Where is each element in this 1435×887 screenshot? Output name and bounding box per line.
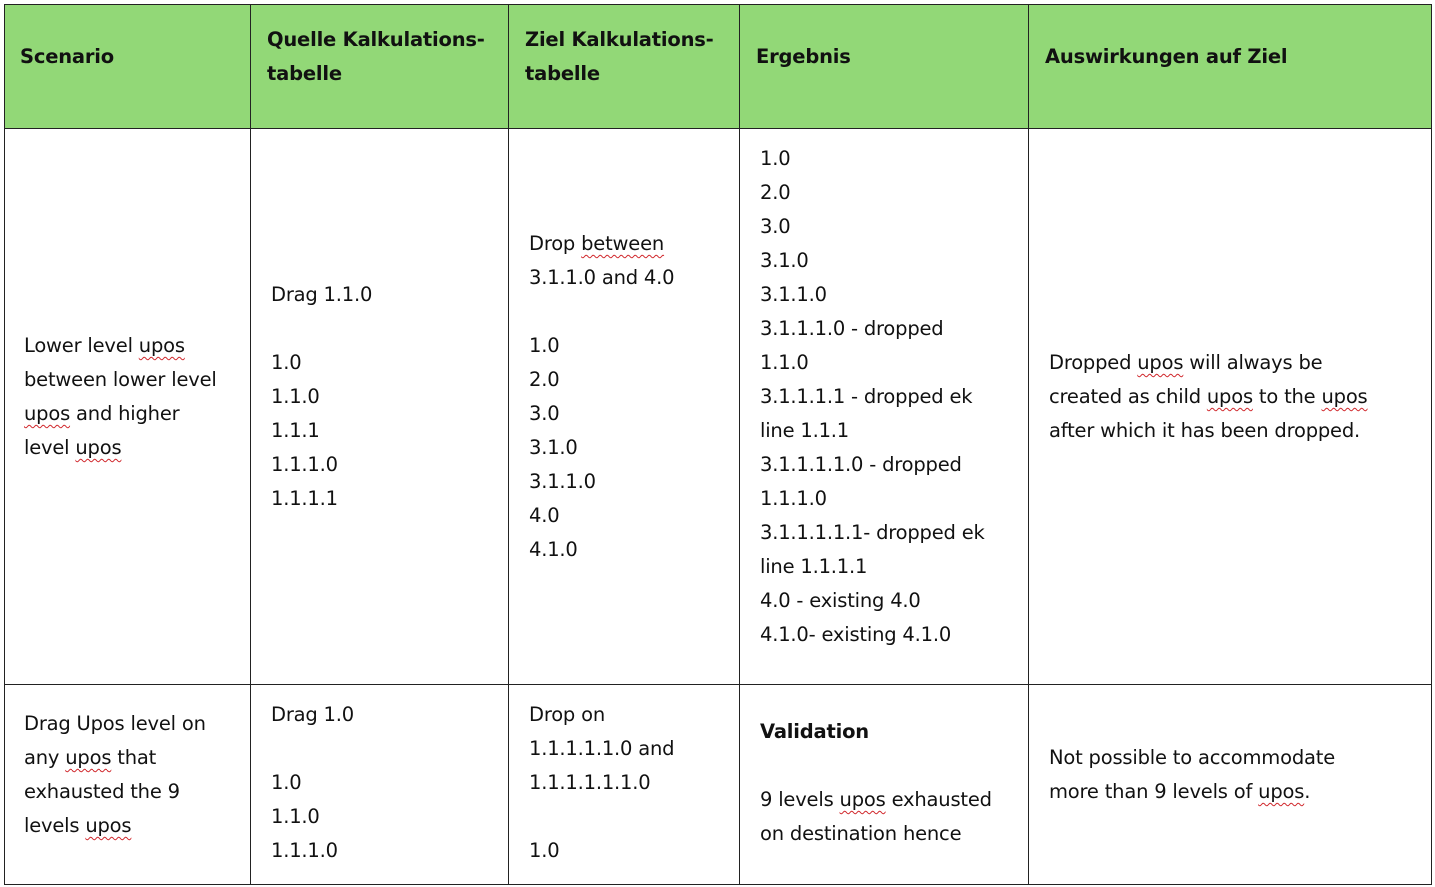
cell-line: 1.0 [529,839,560,862]
cell-line: 3.1.1.0 [529,470,596,493]
cell-line [529,295,674,329]
cell-line: 1.1.1.0 [271,453,338,476]
cell-line: Drop on [529,703,606,726]
cell-line [760,749,992,783]
cell-line: Not possible to accommodate [1049,746,1335,769]
cell-line: 1.0 [760,147,791,170]
cell-line: Dropped upos will always be [1049,351,1323,374]
cell-line: between lower level [24,368,217,391]
impact-cell [1049,741,1335,809]
column-divider [508,4,509,885]
header-ergebnis [756,40,851,74]
spellcheck-word: upos [75,436,122,459]
cell-line: line 1.1.1.1 [760,555,868,578]
cell-line: 3.1.1.1.1.0 - dropped [760,453,962,476]
cell-line: 1.1.1.0 [271,839,338,862]
cell-line: line 1.1.1 [760,419,850,442]
table-border-left [4,4,5,885]
cell-line: upos and higher [24,402,180,425]
result-cell [760,142,985,652]
row-divider [4,684,1432,685]
spellcheck-word: upos [24,402,71,425]
cell-line: 1.1.1 [271,419,320,442]
cell-line: 1.0 [271,351,302,374]
cell-line: 1.0 [529,334,560,357]
cell-line: Drag 1.0 [271,703,354,726]
column-divider [250,4,251,885]
cell-line: 4.1.0- existing 4.1.0 [760,623,952,646]
cell-line: 3.1.1.0 and 4.0 [529,266,675,289]
table-border-bottom [4,884,1432,885]
header-ziel [525,23,714,91]
spellcheck-word: upos [138,334,185,357]
column-divider [739,4,740,885]
cell-line: 3.1.1.1.0 - dropped [760,317,944,340]
cell-line: 3.1.1.1.1 - dropped ek [760,385,973,408]
cell-line: 3.0 [529,402,560,425]
cell-line [529,800,674,834]
scenario-cell [24,707,206,843]
cell-line: Lower level upos [24,334,185,357]
cell-line: 4.1.0 [529,538,578,561]
header-scenario [20,40,114,74]
cell-line: 1.1.0 [271,385,320,408]
cell-line: Validation [760,720,869,743]
cell-line: Quelle Kalkulations- [267,28,485,51]
cell-line: created as child upos to the upos [1049,385,1368,408]
cell-line: Ziel Kalkulations- [525,28,714,51]
cell-line [271,732,354,766]
spellcheck-word: upos [1137,351,1184,374]
cell-line: Drag Upos level on [24,712,206,735]
spellcheck-word: upos [85,814,132,837]
cell-line: tabelle [525,62,600,85]
cell-line: Drag 1.1.0 [271,283,373,306]
cell-line: level upos [24,436,122,459]
cell-line: tabelle [267,62,342,85]
cell-line: 2.0 [529,368,560,391]
source-cell [271,698,354,868]
cell-line: Scenario [20,45,114,68]
cell-line [271,312,372,346]
cell-line: Drop between [529,232,665,255]
result-cell [760,715,992,851]
target-cell [529,227,674,567]
header-divider [4,128,1432,129]
cell-line: 4.0 - existing 4.0 [760,589,921,612]
impact-cell [1049,346,1368,448]
cell-line: exhausted the 9 [24,780,180,803]
cell-line: 3.1.0 [760,249,809,272]
header-quelle [267,23,485,91]
cell-line: 1.1.1.0 [760,487,827,510]
cell-line: Auswirkungen auf Ziel [1045,45,1288,68]
table-border-right [1431,4,1432,885]
cell-line: 1.1.0 [760,351,809,374]
cell-line: 3.1.0 [529,436,578,459]
spellcheck-word: upos [1321,385,1368,408]
header-auswirkungen [1045,40,1287,74]
spellcheck-word: between [581,232,665,255]
spellcheck-word: upos [65,746,112,769]
column-divider [1028,4,1029,885]
cell-line: 1.0 [271,771,302,794]
spellcheck-word: upos [1258,780,1305,803]
source-cell [271,278,372,516]
cell-line: 1.1.1.1.1.0 and [529,737,675,760]
cell-line: 3.1.1.1.1.1- dropped ek [760,521,985,544]
spellcheck-word: upos [839,788,886,811]
cell-line: more than 9 levels of upos. [1049,780,1311,803]
cell-line: 2.0 [760,181,791,204]
cell-line: levels upos [24,814,132,837]
cell-line: 9 levels upos exhausted [760,788,992,811]
cell-line: 3.1.1.0 [760,283,827,306]
cell-line: any upos that [24,746,157,769]
cell-line: after which it has been dropped. [1049,419,1361,442]
cell-line: 1.1.1.1 [271,487,338,510]
cell-line: Ergebnis [756,45,851,68]
cell-line: on destination hence [760,822,962,845]
table-border-top [4,4,1432,5]
cell-line: 3.0 [760,215,791,238]
target-cell [529,698,674,868]
scenario-cell [24,329,217,465]
cell-line: 1.1.1.1.1.1.0 [529,771,651,794]
cell-line: 1.1.0 [271,805,320,828]
cell-line: 4.0 [529,504,560,527]
spellcheck-word: upos [1206,385,1253,408]
